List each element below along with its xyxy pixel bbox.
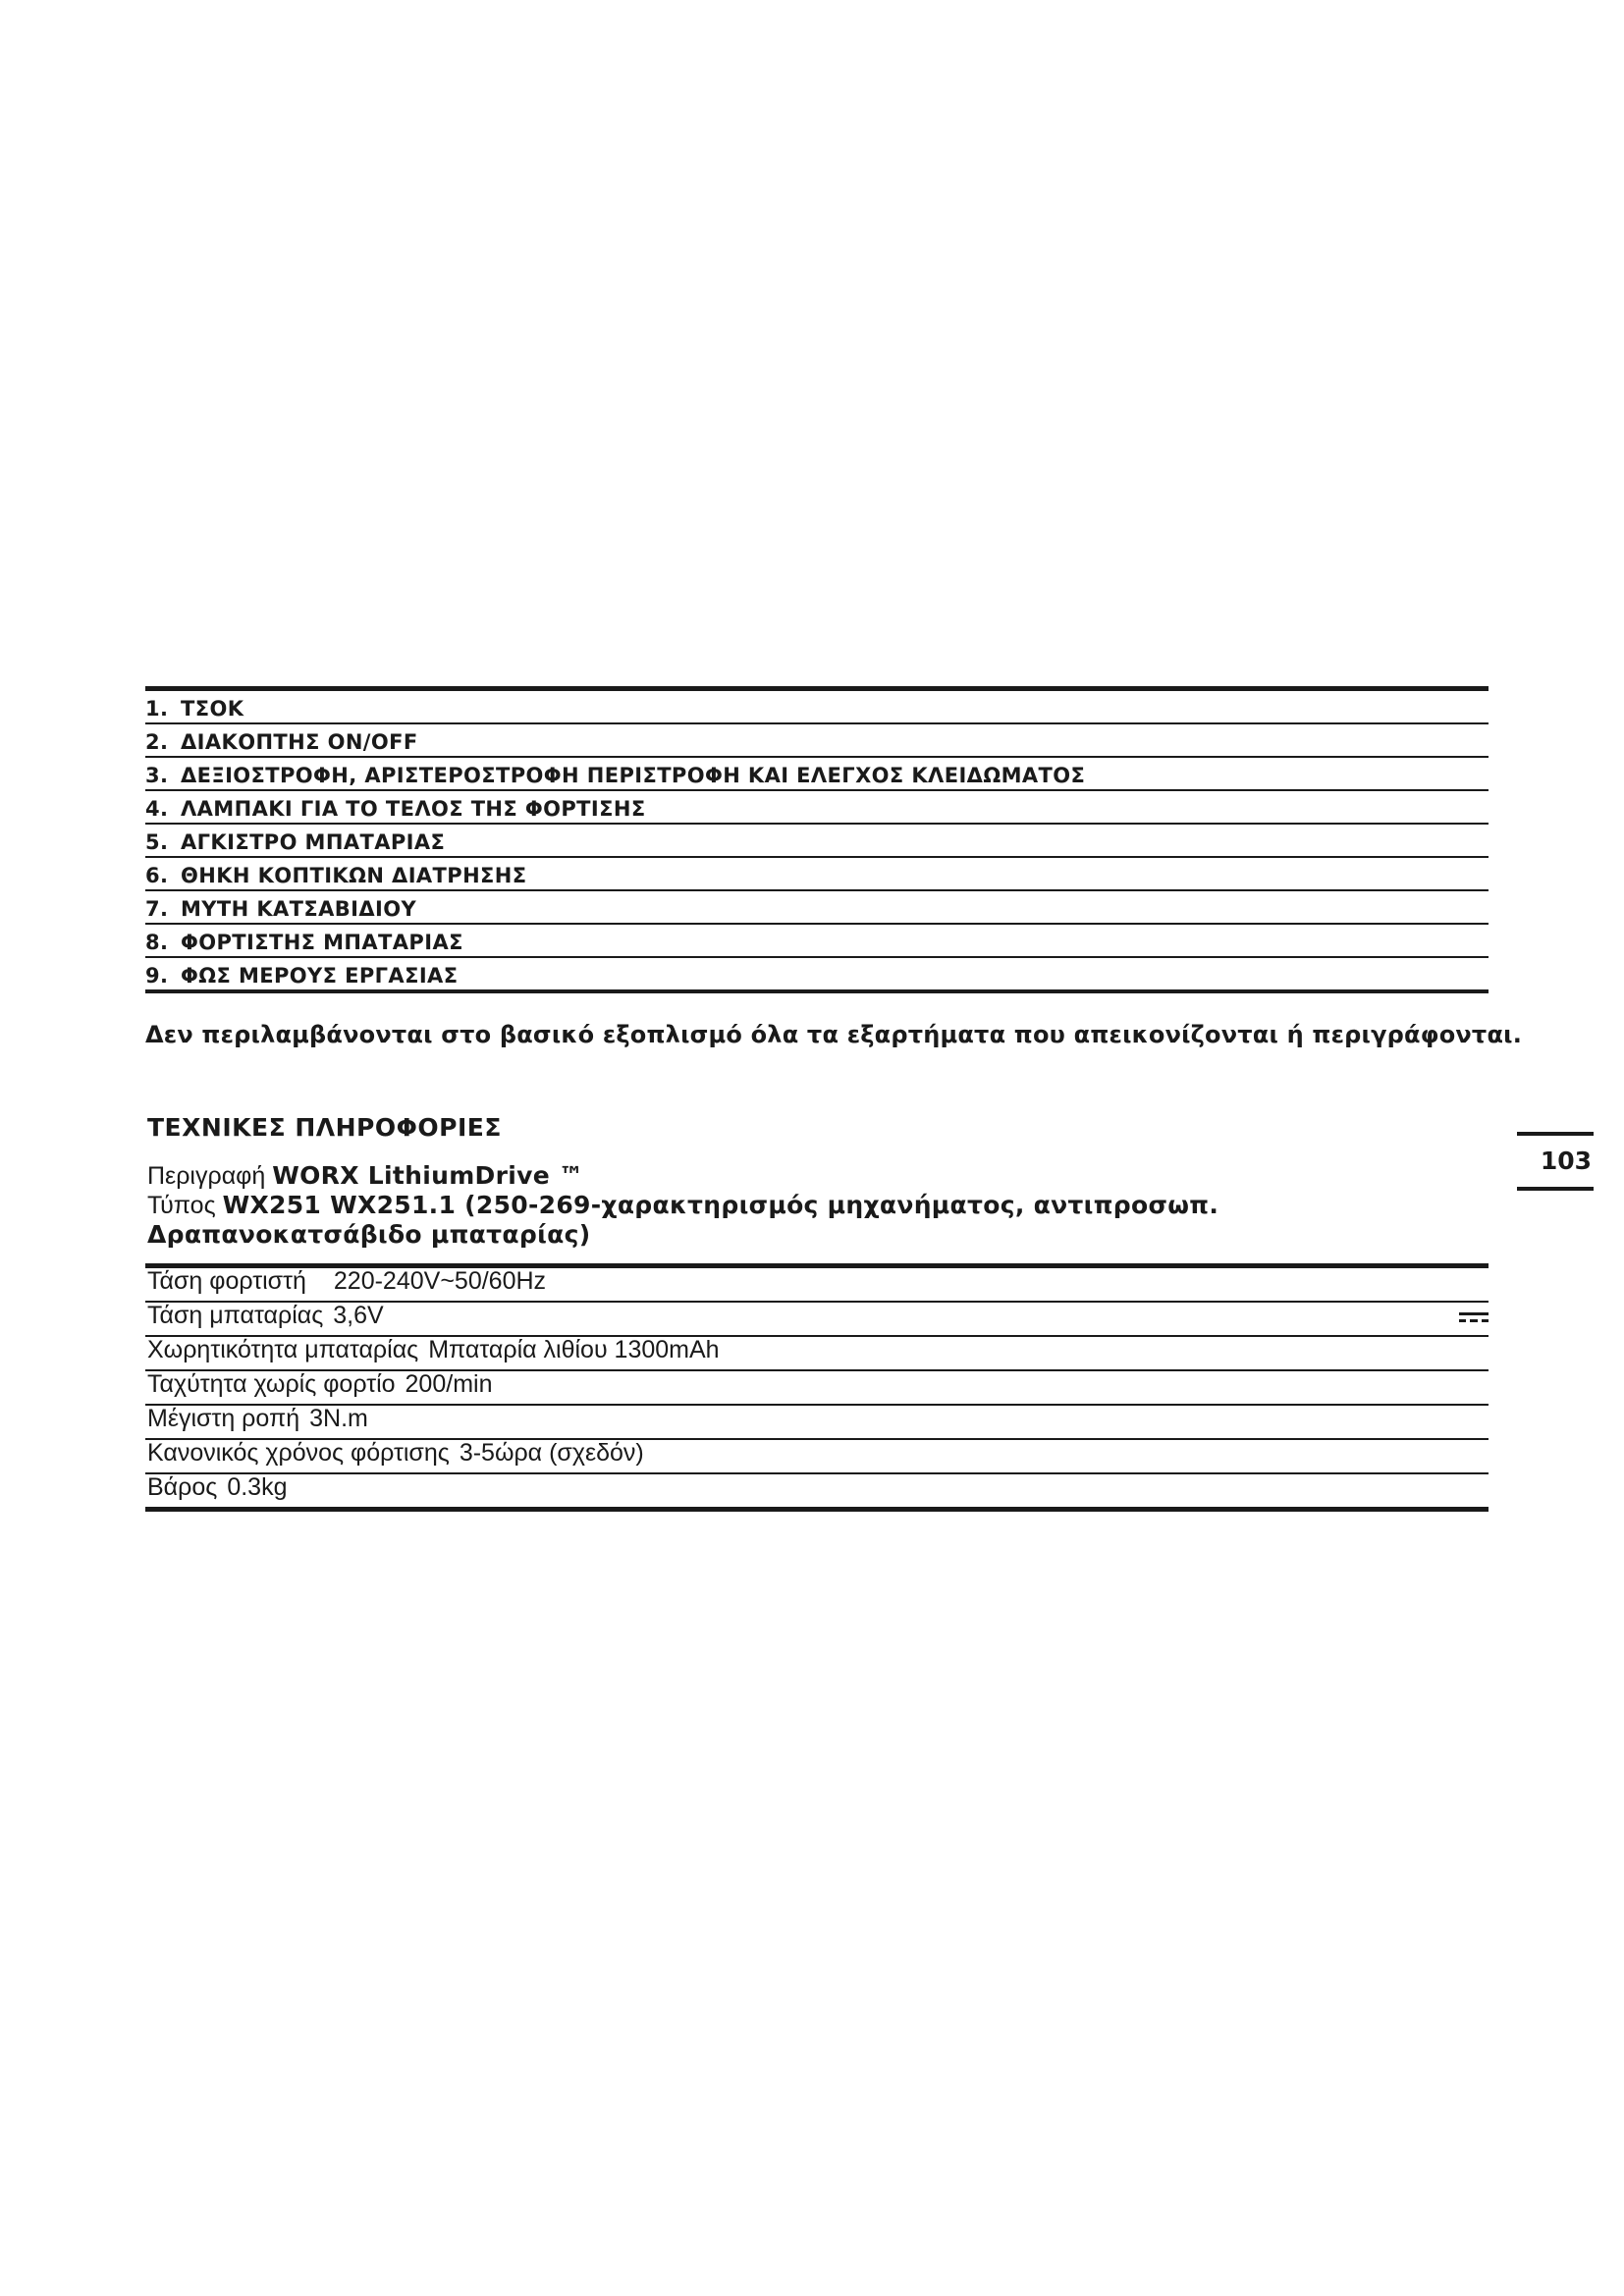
component-label: ΤΣΟΚ xyxy=(181,697,244,721)
spec-value: 220-240V~50/60Hz xyxy=(333,1267,547,1295)
component-item xyxy=(145,925,1489,958)
page-number-tab xyxy=(1517,1132,1594,1191)
component-number: 4. xyxy=(145,797,169,821)
component-label: ΦΩΣ ΜΕΡΟΥΣ ΕΡΓΑΣΙΑΣ xyxy=(181,964,459,988)
product-description xyxy=(147,1161,1463,1250)
spec-label: Τάση μπαταρίας xyxy=(147,1302,324,1329)
component-label: ΘΗΚΗ ΚΟΠΤΙΚΩΝ ΔΙΑΤΡΗΣΗΣ xyxy=(181,864,527,887)
spec-row xyxy=(145,1268,1489,1303)
component-item xyxy=(145,825,1489,858)
spec-value: Μπαταρία λιθίου 1300mAh xyxy=(428,1336,720,1363)
component-number: 1. xyxy=(145,697,169,721)
component-item xyxy=(145,891,1489,925)
accessories-note: Δεν περιλαμβάνονται στο βασικό εξοπλισμό όλα τα εξαρτήματα που απεικονίζονται ή περιγράφονται. xyxy=(145,1021,1523,1048)
spec-label: Ταχύτητα χωρίς φορτίο xyxy=(147,1370,396,1398)
type-value: WX251 WX251.1 (250-269-χαρακτηρισμός μηχανήματος, αντιπροσωπ. xyxy=(222,1191,1219,1219)
specs-table xyxy=(145,1263,1489,1512)
component-number: 8. xyxy=(145,931,169,954)
spec-row xyxy=(145,1371,1489,1406)
type-line xyxy=(147,1191,1463,1220)
description-label: Περιγραφή xyxy=(147,1162,266,1190)
type-line-continued xyxy=(147,1220,1463,1250)
page-number: 103 xyxy=(1540,1147,1592,1175)
component-label: ΜΥΤΗ ΚΑΤΣΑΒΙΔΙΟΥ xyxy=(181,897,417,921)
spec-value: 3N.m xyxy=(309,1405,368,1432)
spec-value: 0.3kg xyxy=(227,1473,288,1501)
component-label: ΔΕΞΙΟΣΤΡΟΦΗ, ΑΡΙΣΤΕΡΟΣΤΡΟΦΗ ΠΕΡΙΣΤΡΟΦΗ ΚΑΙ ΕΛΕΓΧΟΣ ΚΛΕΙΔΩΜΑΤΟΣ xyxy=(181,764,1086,787)
component-item xyxy=(145,858,1489,891)
component-item xyxy=(145,958,1489,989)
tab-rule-bottom xyxy=(1517,1187,1594,1191)
spec-label: Βάρος xyxy=(147,1473,218,1501)
component-label: ΔΙΑΚΟΠΤΗΣ ON/OFF xyxy=(181,730,418,754)
spec-row xyxy=(145,1440,1489,1474)
component-item xyxy=(145,791,1489,825)
components-list xyxy=(145,686,1489,993)
spec-row xyxy=(145,1474,1489,1507)
type-value-continued: Δραπανοκατσάβιδο μπαταρίας) xyxy=(147,1220,591,1249)
component-number: 5. xyxy=(145,830,169,854)
spec-label: Χωρητικότητα μπαταρίας xyxy=(147,1336,419,1363)
component-item xyxy=(145,691,1489,724)
component-label: ΦΟΡΤΙΣΤΗΣ ΜΠΑΤΑΡΙΑΣ xyxy=(181,931,463,954)
description-value: WORX LithiumDrive ™ xyxy=(272,1161,584,1190)
dc-current-icon xyxy=(1459,1310,1489,1324)
component-item xyxy=(145,724,1489,758)
spec-row xyxy=(145,1337,1489,1371)
spec-label: Τάση φορτιστή xyxy=(147,1267,306,1295)
spec-value: 3,6V xyxy=(333,1302,384,1329)
tech-info-heading: ΤΕΧΝΙΚΕΣ ΠΛΗΡΟΦΟΡΙΕΣ xyxy=(147,1113,502,1142)
component-number: 3. xyxy=(145,764,169,787)
spec-value: 3-5ώρα (σχεδόν) xyxy=(459,1439,644,1467)
component-item xyxy=(145,758,1489,791)
component-label: ΛΑΜΠΑΚΙ ΓΙΑ ΤΟ ΤΕΛΟΣ ΤΗΣ ΦΟΡΤΙΣΗΣ xyxy=(181,797,646,821)
spec-row xyxy=(145,1406,1489,1440)
component-number: 7. xyxy=(145,897,169,921)
component-label: ΑΓΚΙΣΤΡΟ ΜΠΑΤΑΡΙΑΣ xyxy=(181,830,446,854)
spec-label: Μέγιστη ροπή xyxy=(147,1405,300,1432)
type-label: Τύπος xyxy=(147,1192,216,1219)
spec-row xyxy=(145,1303,1489,1337)
component-number: 6. xyxy=(145,864,169,887)
component-number: 2. xyxy=(145,730,169,754)
spec-value: 200/min xyxy=(405,1370,493,1398)
spec-label: Κανονικός χρόνος φόρτισης xyxy=(147,1439,450,1467)
description-line xyxy=(147,1161,1463,1191)
component-number: 9. xyxy=(145,964,169,988)
